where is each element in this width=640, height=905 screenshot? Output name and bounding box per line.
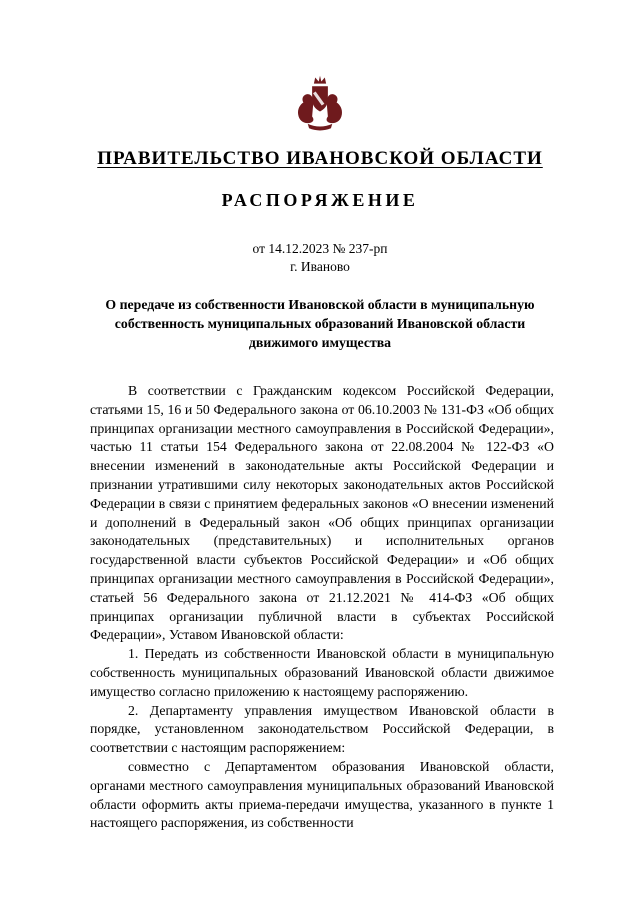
item-2-subparagraph: совместно с Департаментом образования Ивановской области, органами местного самоуправления муниципальных образований Ивановской области оформить акты приема-передачи имущества, указанного в пункте 1 настоящего распоряжения, из собственности xyxy=(90,758,554,831)
item-1-paragraph: 1. Передать из собственности Ивановской области в муниципальную собственность муниципальных образований Ивановской области движимое имущество согласно приложению к настоящему распоряжению. xyxy=(90,646,554,699)
emblem-container xyxy=(0,0,640,132)
preamble-paragraph: В соответствии с Гражданским кодексом Российской Федерации, статьями 15, 16 и 50 Федерального закона от 06.10.2003 № 131-ФЗ «Об общих принципах организации местного самоуправления в Российской Федерации», частью 11 статьи 154 Федерального закона от 22.08.2004 № 122-ФЗ «О внесении изменений в законодательные акты Российской Федерации и признании утратившими силу некоторых законодательных актов Российской Федерации в связи с принятием федеральных законов «О внесении изменений и дополнений в Федеральный закон «Об общих принципах организации законодательных (представительных) и исполнительных органов государственной власти субъектов Российской Федерации» и «Об общих принципах организации местного самоуправления в Российской Федерации», статьей 56 Федерального закона от 21.12.2021 № 414-ФЗ «Об общих принципах организации публичной власти в субъектах Российской Федерации», Уставом Ивановской области: xyxy=(90,383,554,643)
document-body xyxy=(90,382,554,833)
document-type-title: РАСПОРЯЖЕНИЕ xyxy=(221,190,419,210)
authority-name: ПРАВИТЕЛЬСТВО ИВАНОВСКОЙ ОБЛАСТИ xyxy=(97,148,543,169)
city-line: г. Иваново xyxy=(290,259,350,274)
coat-of-arms-icon xyxy=(292,72,348,132)
date-number-line: от 14.12.2023 № 237-рп xyxy=(252,241,388,256)
item-2-paragraph: 2. Департаменту управления имуществом Ивановской области в порядке, установленном законодательством Российской Федерации, в соответствии с настоящим распоряжением: xyxy=(90,702,554,756)
document-subject: О передаче из собственности Ивановской области в муниципальную собственность муниципальных образований Ивановской области движимого имущества xyxy=(105,297,535,350)
